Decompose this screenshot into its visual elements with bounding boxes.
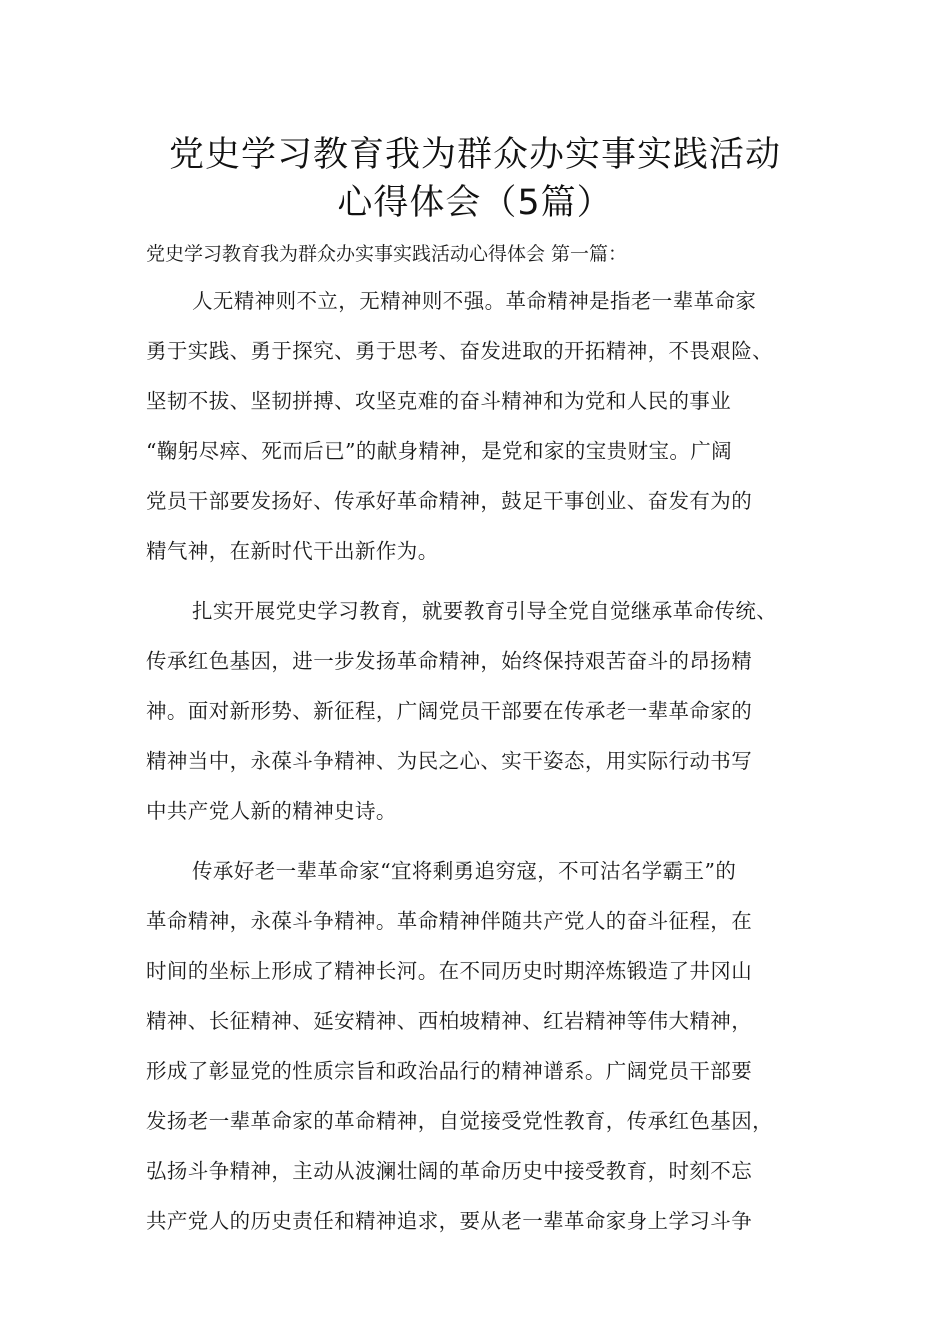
paragraph-3-line: 弘扬斗争精神，主动从波澜壮阔的革命历史中接受教育，时刻不忘 xyxy=(146,1159,753,1183)
document-body xyxy=(146,284,818,1254)
section-heading: 党史学习教育我为群众办实事实践活动心得体会 第一篇： xyxy=(146,243,628,265)
paragraph-gap xyxy=(146,844,818,854)
paragraph-3-line: 革命精神，永葆斗争精神。革命精神伴随共产党人的奋斗征程，在 xyxy=(146,909,753,933)
paragraph-2-line: 精神当中，永葆斗争精神、为民之心、实干姿态，用实际行动书写 xyxy=(146,749,753,773)
paragraph-2-line: 神。面对新形势、新征程，广阔党员干部要在传承老一辈革命家的 xyxy=(146,699,753,723)
paragraph-1-line: 人无精神则不立，无精神则不强。革命精神是指老一辈革命家 xyxy=(192,289,757,313)
paragraph-3-line: 发扬老一辈革命家的革命精神，自觉接受党性教育，传承红色基因， xyxy=(146,1109,773,1133)
paragraph-gap xyxy=(146,584,818,594)
paragraph-3-line: 时间的坐标上形成了精神长河。在不同历史时期淬炼锻造了井冈山 xyxy=(146,959,753,983)
paragraph-2-line: 扎实开展党史学习教育，就要教育引导全党自觉继承革命传统、 xyxy=(192,599,778,623)
paragraph-2-line: 传承红色基因，进一步发扬革命精神，始终保持艰苦奋斗的昂扬精 xyxy=(146,649,753,673)
document-title-line-2: 心得体会（5篇） xyxy=(337,183,613,223)
paragraph-1-line: “鞠躬尽瘁、死而后已”的献身精神，是党和家的宝贵财宝。广阔 xyxy=(146,439,733,463)
paragraph-1-line: 坚韧不拔、坚韧拼搏、攻坚克难的奋斗精神和为党和人民的事业 xyxy=(146,389,732,413)
paragraph-1-line: 精气神，在新时代干出新作为。 xyxy=(146,539,439,563)
paragraph-3-line: 精神、长征精神、延安精神、西柏坡精神、红岩精神等伟大精神， xyxy=(146,1009,753,1033)
paragraph-3-line: 共产党人的历史责任和精神追求，要从老一辈革命家身上学习斗争 xyxy=(146,1209,753,1233)
paragraph-1-line: 勇于实践、勇于探究、勇于思考、奋发进取的开拓精神，不畏艰险、 xyxy=(146,339,773,363)
document-title-line-1: 党史学习教育我为群众办实事实践活动 xyxy=(168,135,781,175)
paragraph-3-line: 形成了彰显党的性质宗旨和政治品行的精神谱系。广阔党员干部要 xyxy=(146,1059,753,1083)
paragraph-1-line: 党员干部要发扬好、传承好革命精神，鼓足干事创业、奋发有为的 xyxy=(146,489,753,513)
paragraph-3-line: 传承好老一辈革命家“宜将剩勇追穷寇，不可沽名学霸王”的 xyxy=(192,859,737,883)
paragraph-2-line: 中共产党人新的精神史诗。 xyxy=(146,799,397,823)
